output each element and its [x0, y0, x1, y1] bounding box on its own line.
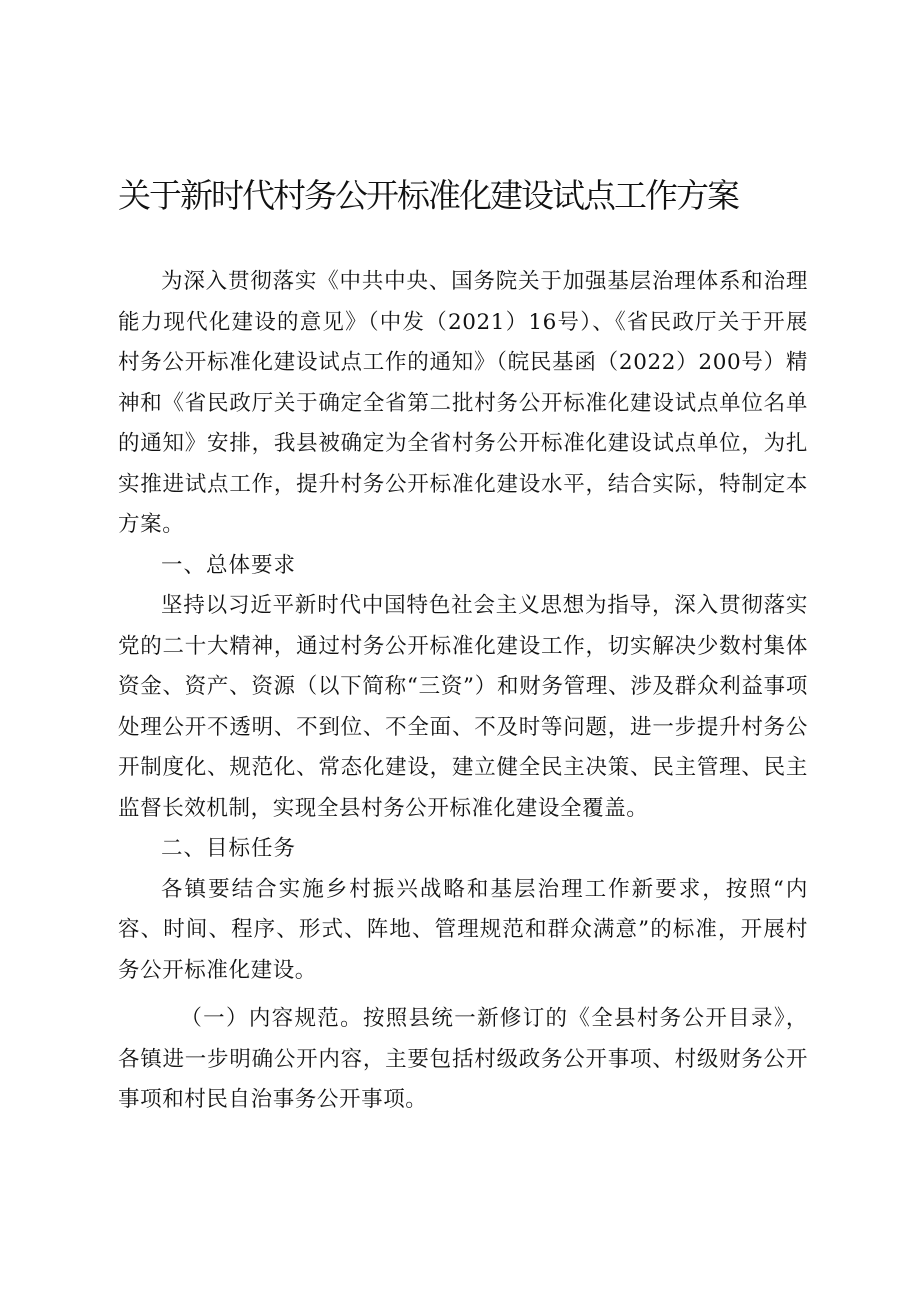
paragraph-spacer — [118, 991, 808, 999]
section-heading-general-requirements: 一、总体要求 — [161, 552, 297, 578]
document-title: 关于新时代村务公开标准化建设试点工作方案 — [118, 176, 738, 215]
document-body — [118, 262, 808, 1121]
section-heading-goals-tasks: 二、目标任务 — [161, 836, 297, 861]
goals-tasks-paragraph: 各镇要结合实施乡村振兴战略和基层治理工作新要求，按照“内容、时间、程序、形式、阵地、管理规范和群众满意”的标准，开展村务公开标准化建设。 — [118, 876, 808, 983]
content-standard-paragraph: （一）内容规范。按照县统一新修订的《全县村务公开目录》，各镇进一步明确公开内容，主要包括村级政务公开事项、村级财务公开事项和村民自治事务公开事项。 — [118, 1006, 808, 1112]
intro-paragraph: 为深入贯彻落实《中共中央、国务院关于加强基层治理体系和治理能力现代化建设的意见》（中发（2021）16号）、《省民政厅关于开展村务公开标准化建设试点工作的通知》（皖民基函（2022）200号）精神和《省民政厅关于确定全省第二批村务公开标准化建设试点单位名单的通知》安排，我县被确定为全省村务公开标准化建设试点单位，为扎实推进试点工作，提升村务公开标准化建设水平，结合实际，特制定本方案。 — [118, 269, 808, 537]
general-requirements-paragraph: 坚持以习近平新时代中国特色社会主义思想为指导，深入贯彻落实党的二十大精神，通过村务公开标准化建设工作，切实解决少数村集体资金、资产、资源（以下简称“三资”）和财务管理、涉及群众利益事项处理公开不透明、不到位、不全面、不及时等问题，进一步提升村务公开制度化、规范化、常态化建设，建立健全民主决策、民主管理、民主监督长效机制，实现全县村务公开标准化建设全覆盖。 — [118, 593, 808, 821]
